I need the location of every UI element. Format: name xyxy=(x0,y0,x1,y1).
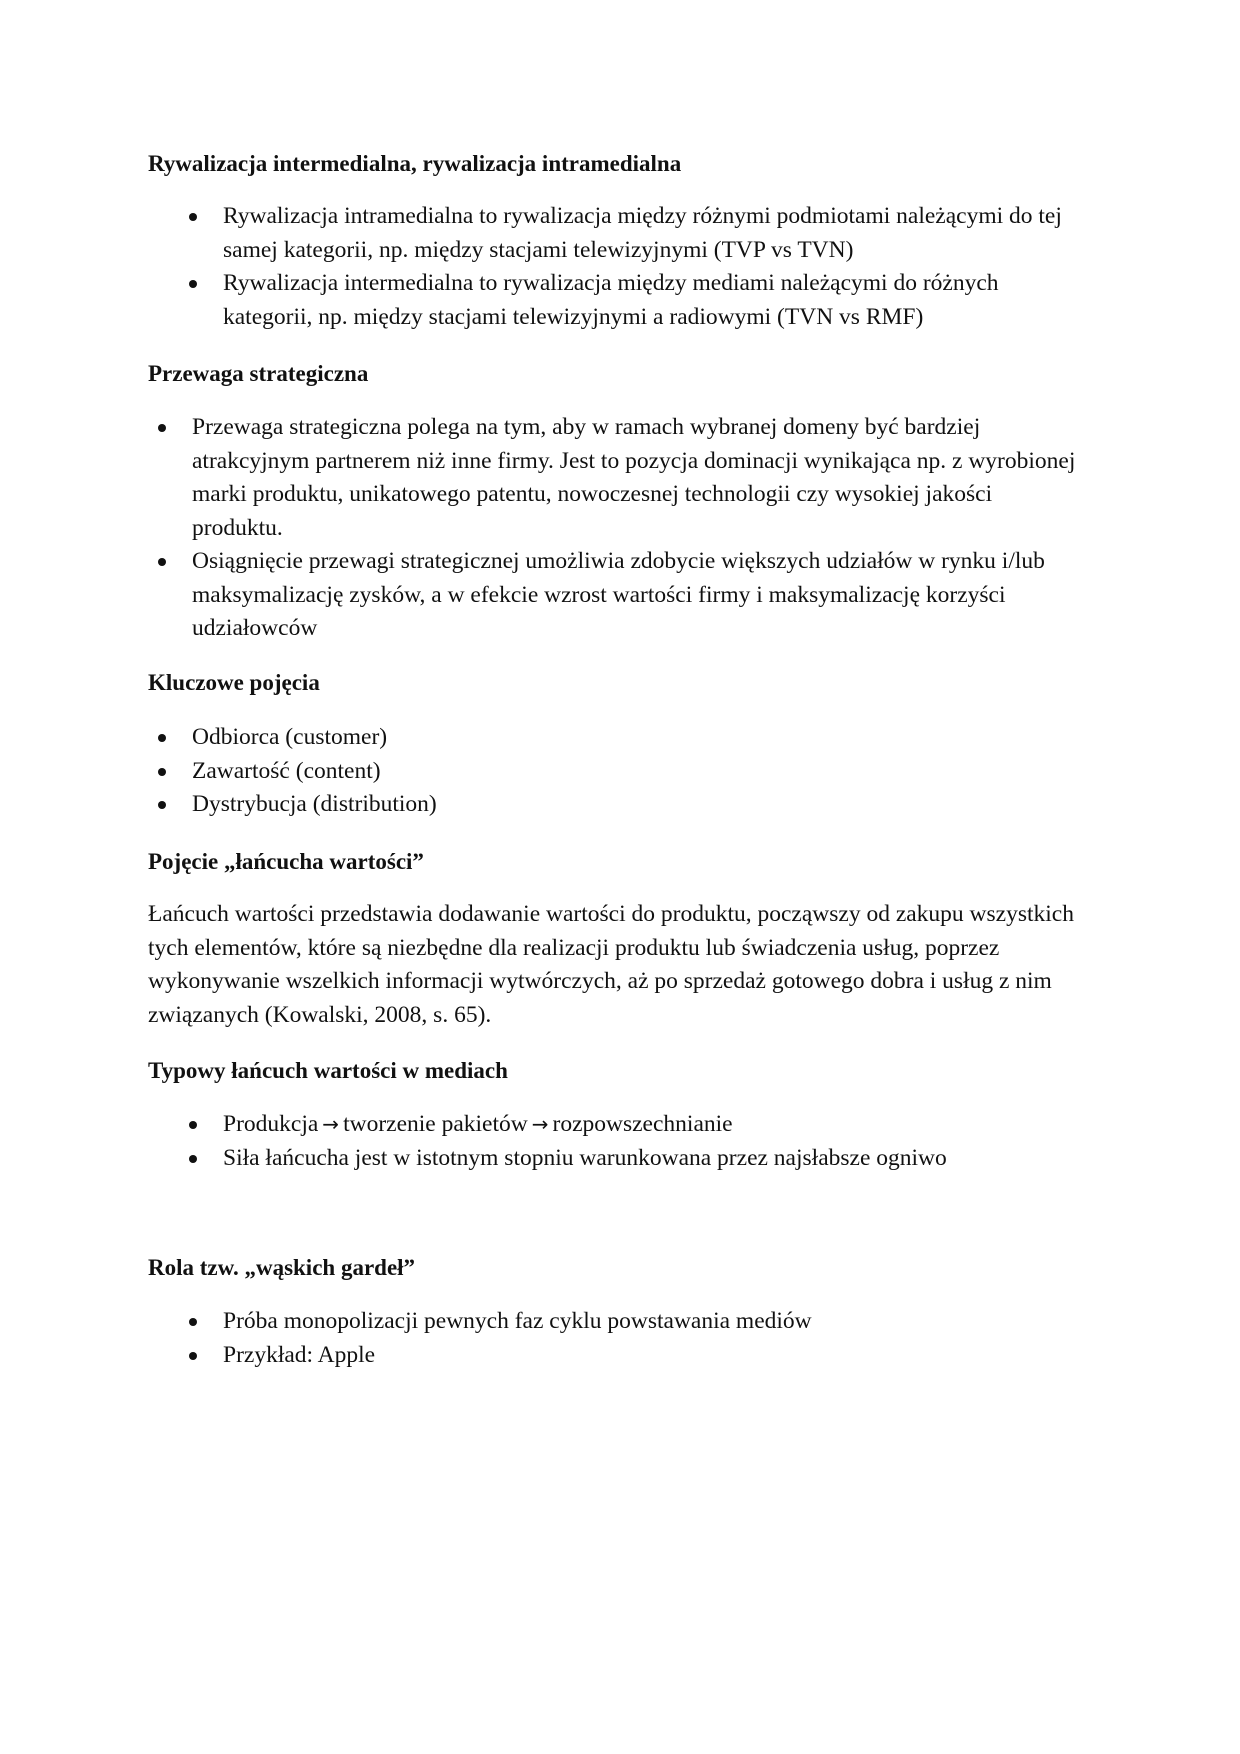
list-item xyxy=(0,545,1085,646)
list-item-text: Rywalizacja intramedialna to rywalizacja między różnymi podmiotami należącymi do tej samej kategorii, np. między stacjami telewizyjnymi (TVP vs TVN) xyxy=(223,203,1062,263)
bullet-icon xyxy=(158,768,166,776)
section-heading-key-concepts: Kluczowe pojęcia xyxy=(148,670,320,695)
chain-step-production: Produkcja xyxy=(223,1111,319,1137)
chain-step-packaging: tworzenie pakietów xyxy=(343,1111,528,1137)
list-item xyxy=(0,1108,1085,1142)
list-item-text: Przewaga strategiczna polega na tym, aby w ramach wybranej domeny być bardziej atrakcyjnym partnerem niż inne firmy. Jest to pozycja dominacji wynikająca np. z wyrobionej marki produktu, unikatowego patentu, nowoczesnej technologii czy wysokiej jakości produktu. xyxy=(192,414,1076,541)
list-item-text: Rywalizacja intermedialna to rywalizacja między mediami należącymi do różnych kategorii, np. między stacjami telewizyjnymi a radiowymi (TVN vs RMF) xyxy=(223,270,999,330)
bullet-icon xyxy=(189,1318,197,1326)
list-item xyxy=(0,721,1085,755)
bullet-icon xyxy=(189,1155,197,1163)
section-heading-rivalry: Rywalizacja intermedialna, rywalizacja intramedialna xyxy=(148,151,682,176)
section-heading-media-value-chain: Typowy łańcuch wartości w mediach xyxy=(148,1058,508,1083)
bullet-icon xyxy=(189,1121,197,1129)
bullet-icon xyxy=(158,424,166,432)
arrow-right-icon: → xyxy=(322,1112,340,1136)
list-item xyxy=(0,200,1085,267)
value-chain-definition-paragraph: Łańcuch wartości przedstawia dodawanie wartości do produktu, począwszy od zakupu wszystkich tych elementów, które są niezbędne dla realizacji produktu lub świadczenia usług, poprzez wykonywanie wszelkich informacji wytwórczych, aż po sprzedaż gotowego dobra i usług z nim związanych (Kowalski, 2008, s. 65). xyxy=(148,901,1074,1028)
bullet-icon xyxy=(189,280,197,288)
bullet-icon xyxy=(189,1352,197,1360)
list-item xyxy=(0,1339,1085,1373)
media-value-chain-bullet-list xyxy=(0,1108,1085,1175)
rivalry-bullet-list xyxy=(0,200,1085,334)
list-item xyxy=(0,788,1085,822)
list-item-text: Odbiorca (customer) xyxy=(192,724,388,750)
list-item xyxy=(0,755,1085,789)
list-item-text: Próba monopolizacji pewnych faz cyklu powstawania mediów xyxy=(223,1308,812,1334)
list-item xyxy=(0,1142,1085,1176)
bullet-icon xyxy=(158,801,166,809)
list-item xyxy=(0,1305,1085,1339)
section-heading-strategic-advantage: Przewaga strategiczna xyxy=(148,361,369,386)
key-concepts-bullet-list xyxy=(0,721,1085,822)
bullet-icon xyxy=(158,734,166,742)
list-item xyxy=(0,411,1085,545)
list-item-text: Dystrybucja (distribution) xyxy=(192,791,437,817)
bullet-icon xyxy=(158,558,166,566)
list-item-text: Zawartość (content) xyxy=(192,757,381,784)
list-item-text: Przykład: Apple xyxy=(223,1341,376,1368)
section-heading-value-chain-concept: Pojęcie „łańcucha wartości” xyxy=(148,849,424,874)
strategic-advantage-bullet-list xyxy=(0,411,1085,646)
list-item-text: Siła łańcucha jest w istotnym stopniu warunkowana przez najsłabsze ogniwo xyxy=(223,1144,947,1171)
list-item-text: Osiągnięcie przewagi strategicznej umożliwia zdobycie większych udziałów w rynku i/lub maksymalizację zysków, a w efekcie wzrost wartości firmy i maksymalizację korzyści udziałowców xyxy=(192,548,1045,641)
chain-step-distribution: rozpowszechnianie xyxy=(552,1111,733,1137)
list-item xyxy=(0,267,1085,334)
bottlenecks-bullet-list xyxy=(0,1305,1085,1372)
section-heading-bottlenecks: Rola tzw. „wąskich gardeł” xyxy=(148,1255,416,1280)
bullet-icon xyxy=(189,213,197,221)
arrow-right-icon: → xyxy=(531,1112,549,1136)
